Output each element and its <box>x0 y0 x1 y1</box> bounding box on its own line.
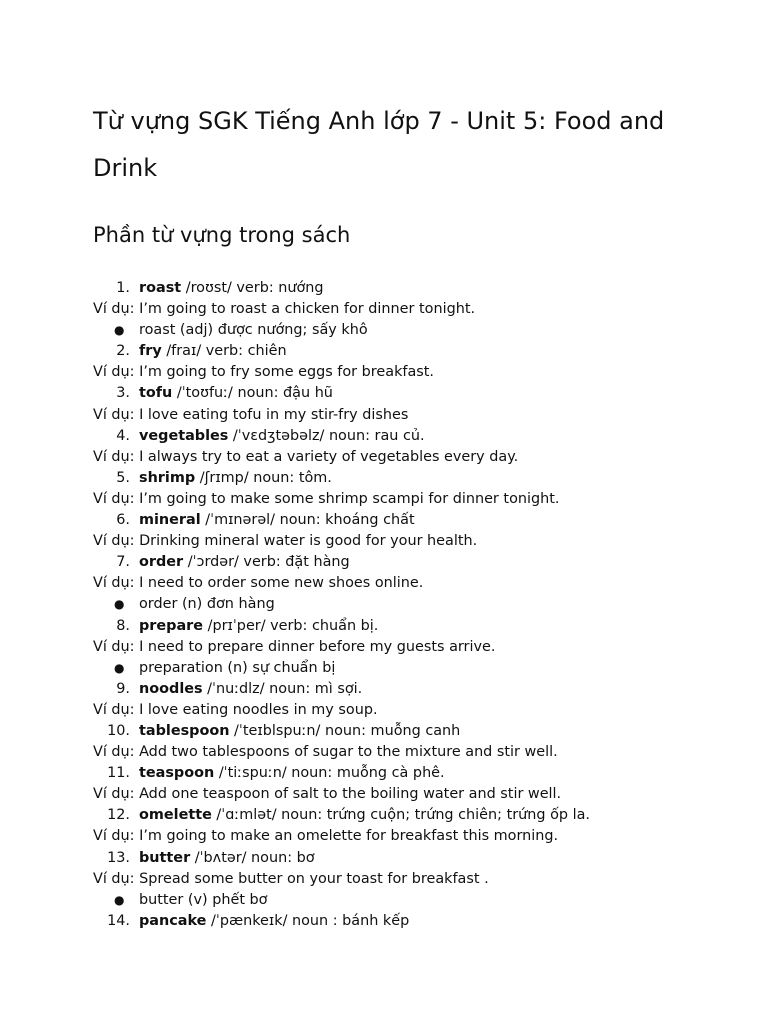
list-number: 9. <box>116 680 130 697</box>
vocab-item <box>0 383 768 404</box>
list-number: 7. <box>116 554 130 571</box>
vocab-item <box>0 278 768 299</box>
vocab-entry <box>139 341 287 362</box>
sub-bullet-item <box>0 594 768 615</box>
sub-bullet-item <box>0 320 768 341</box>
vocab-term: pancake <box>139 912 207 929</box>
vocab-entry <box>139 510 415 531</box>
vocab-item <box>0 616 768 637</box>
example-text: Ví dụ: I need to order some new shoes online. <box>93 575 424 592</box>
list-number: 4. <box>116 427 130 444</box>
example-sentence <box>0 531 768 552</box>
vocab-item <box>0 848 768 869</box>
example-text: Ví dụ: I always try to eat a variety of vegetables every day. <box>93 448 519 465</box>
vocab-term: teaspoon <box>139 765 215 782</box>
list-number: 5. <box>116 469 130 486</box>
list-number: 6. <box>116 512 130 529</box>
vocab-entry <box>139 426 425 447</box>
example-sentence <box>0 742 768 763</box>
example-sentence <box>0 573 768 594</box>
vocab-term: order <box>139 554 184 571</box>
vocab-definition: /ˈnuːdlz/ noun: mì sợi. <box>202 680 363 697</box>
list-number: 8. <box>116 617 130 634</box>
vocab-entry <box>139 616 378 637</box>
derived-word: butter (v) phết bơ <box>139 891 268 908</box>
vocab-definition: /ˈbʌtər/ noun: bơ <box>190 849 315 866</box>
example-text: Ví dụ: I love eating noodles in my soup. <box>93 701 378 718</box>
bullet-dot-icon: ● <box>114 597 125 612</box>
example-text: Ví dụ: Spread some butter on your toast for breakfast . <box>93 870 489 887</box>
vocab-item <box>0 679 768 700</box>
section-heading: Phần từ vựng trong sách <box>93 223 351 247</box>
vocab-entry <box>139 911 409 932</box>
example-text: Ví dụ: I’m going to make some shrimp scampi for dinner tonight. <box>93 490 560 507</box>
vocab-item <box>0 763 768 784</box>
list-number: 3. <box>116 385 130 402</box>
list-number: 11. <box>107 765 130 782</box>
example-sentence <box>0 362 768 383</box>
example-text: Ví dụ: Drinking mineral water is good for your health. <box>93 533 478 550</box>
vocab-definition: /ˈmɪnərəl/ noun: khoáng chất <box>200 512 415 529</box>
vocab-item <box>0 805 768 826</box>
bullet-dot-icon: ● <box>114 660 125 675</box>
vocab-definition: /roʊst/ verb: nướng <box>181 280 324 296</box>
vocab-definition: /ˈɑːmlət/ noun: trứng cuộn; trứng chiên; trứng ốp la. <box>211 807 590 824</box>
derived-word: order (n) đơn hàng <box>139 596 275 613</box>
list-number: 12. <box>107 807 130 824</box>
example-sentence <box>0 826 768 847</box>
example-text: Ví dụ: Add one teaspoon of salt to the boiling water and stir well. <box>93 786 562 803</box>
vocab-term: tablespoon <box>139 722 230 739</box>
bullet-dot-icon: ● <box>114 892 125 907</box>
vocab-definition: /fraɪ/ verb: chiên <box>161 343 287 360</box>
vocab-term: fry <box>139 343 162 360</box>
example-sentence <box>0 489 768 510</box>
vocab-term: tofu <box>139 385 173 402</box>
example-text: Ví dụ: Add two tablespoons of sugar to the mixture and stir well. <box>93 744 558 761</box>
vocab-entry <box>139 679 362 700</box>
vocab-term: vegetables <box>139 427 229 444</box>
vocab-definition: /ˈɔrdər/ verb: đặt hàng <box>183 554 350 571</box>
vocab-entry <box>139 468 332 489</box>
derived-word: roast (adj) được nướng; sấy khô <box>139 322 368 339</box>
vocab-entry <box>139 383 333 404</box>
example-sentence <box>0 299 768 320</box>
example-sentence <box>0 869 768 890</box>
vocab-definition: /prɪˈper/ verb: chuẩn bị. <box>203 617 379 634</box>
vocab-term: roast <box>139 280 182 296</box>
vocab-term: butter <box>139 849 191 866</box>
vocab-item <box>0 426 768 447</box>
example-text: Ví dụ: I’m going to make an omelette for breakfast this morning. <box>93 828 559 845</box>
list-number: 2. <box>116 343 130 360</box>
vocab-item <box>0 911 768 932</box>
list-number: 1. <box>116 280 130 296</box>
example-text: Ví dụ: I love eating tofu in my stir-fry dishes <box>93 406 409 423</box>
vocab-item <box>0 468 768 489</box>
bullet-dot-icon: ● <box>114 323 125 338</box>
vocab-definition: /ˈtiːspuːn/ noun: muỗng cà phê. <box>214 765 445 782</box>
vocab-term: mineral <box>139 512 201 529</box>
example-sentence <box>0 405 768 426</box>
vocab-term: shrimp <box>139 469 196 486</box>
vocab-entry <box>139 763 445 784</box>
vocab-definition: /ˈtoʊfuː/ noun: đậu hũ <box>172 385 333 402</box>
vocab-term: prepare <box>139 617 204 634</box>
vocab-item <box>0 552 768 573</box>
page-title: Từ vựng SGK Tiếng Anh lớp 7 - Unit 5: Food and Drink <box>93 107 665 182</box>
vocab-entry <box>139 278 324 299</box>
vocab-entry <box>139 721 460 742</box>
list-number: 14. <box>107 912 130 929</box>
list-number: 10. <box>107 722 130 739</box>
example-text: Ví dụ: I need to prepare dinner before my guests arrive. <box>93 638 496 655</box>
vocab-definition: /ˈteɪblspuːn/ noun: muỗng canh <box>229 722 461 739</box>
example-sentence <box>0 637 768 658</box>
example-sentence <box>0 700 768 721</box>
example-text: Ví dụ: I’m going to roast a chicken for dinner tonight. <box>93 301 476 318</box>
example-sentence <box>0 784 768 805</box>
vocab-entry <box>139 848 315 869</box>
example-text: Ví dụ: I’m going to fry some eggs for breakfast. <box>93 364 435 381</box>
vocab-definition: /ʃrɪmp/ noun: tôm. <box>195 469 332 486</box>
sub-bullet-item <box>0 890 768 911</box>
vocab-entry <box>139 805 590 826</box>
derived-word: preparation (n) sự chuẩn bị <box>139 659 336 676</box>
vocab-definition: /ˈvɛdʒtəbəlz/ noun: rau củ. <box>228 427 425 444</box>
list-number: 13. <box>107 849 130 866</box>
vocabulary-list <box>0 278 768 932</box>
vocab-term: omelette <box>139 807 212 824</box>
vocab-term: noodles <box>139 680 203 697</box>
example-sentence <box>0 447 768 468</box>
vocab-item <box>0 510 768 531</box>
vocab-definition: /ˈpænkeɪk/ noun : bánh kếp <box>206 912 410 929</box>
vocab-entry <box>139 552 350 573</box>
sub-bullet-item <box>0 658 768 679</box>
vocab-item <box>0 721 768 742</box>
vocab-item <box>0 341 768 362</box>
